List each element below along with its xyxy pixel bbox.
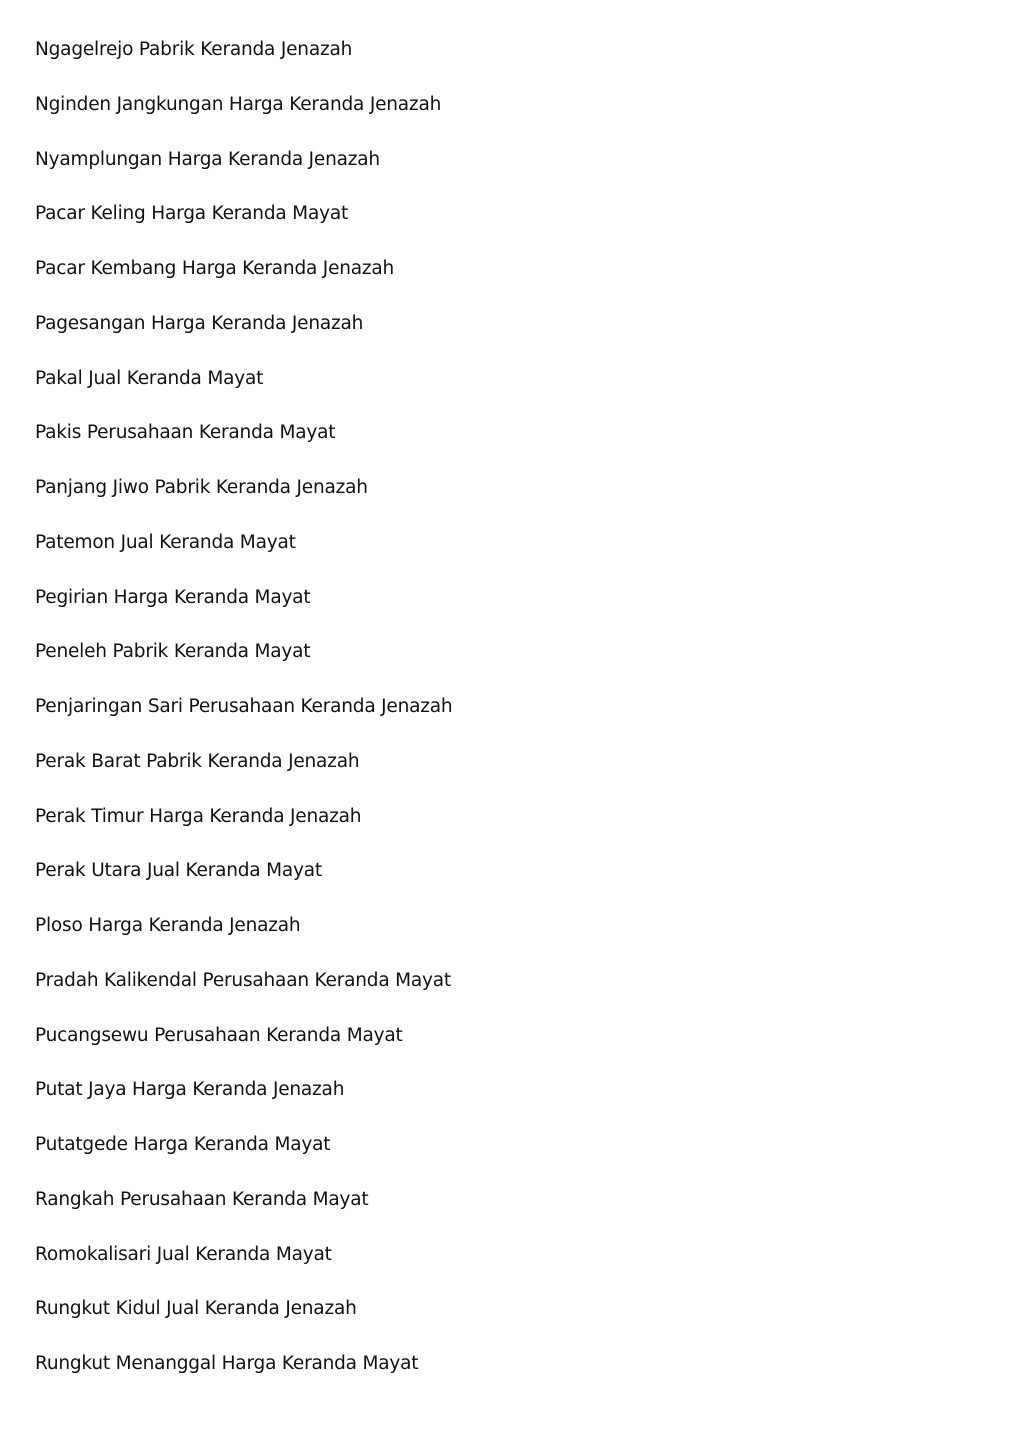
list-item: Nginden Jangkungan Harga Keranda Jenazah bbox=[35, 93, 442, 115]
list-item: Ploso Harga Keranda Jenazah bbox=[35, 915, 301, 936]
list-item: Pakal Jual Keranda Mayat bbox=[35, 367, 264, 389]
list-item: Perak Barat Pabrik Keranda Jenazah bbox=[35, 750, 360, 772]
list-item: Putat Jaya Harga Keranda Jenazah bbox=[35, 1079, 345, 1101]
list-item: Patemon Jual Keranda Mayat bbox=[35, 531, 296, 553]
list-item: Pacar Keling Harga Keranda Mayat bbox=[35, 203, 349, 225]
list-item: Panjang Jiwo Pabrik Keranda Jenazah bbox=[35, 477, 368, 498]
list-item: Perak Timur Harga Keranda Jenazah bbox=[35, 805, 362, 827]
list-item: Peneleh Pabrik Keranda Mayat bbox=[35, 641, 311, 663]
list-item: Putatgede Harga Keranda Mayat bbox=[35, 1134, 331, 1155]
list-item: Pucangsewu Perusahaan Keranda Mayat bbox=[35, 1024, 403, 1046]
list-item: Pacar Kembang Harga Keranda Jenazah bbox=[35, 258, 395, 279]
list-item: Rungkut Menanggal Harga Keranda Mayat bbox=[35, 1353, 419, 1374]
list-item: Ngagelrejo Pabrik Keranda Jenazah bbox=[35, 39, 353, 60]
list-item: Pagesangan Harga Keranda Jenazah bbox=[35, 312, 364, 334]
list-item: Pakis Perusahaan Keranda Mayat bbox=[35, 422, 336, 444]
list-item: Nyamplungan Harga Keranda Jenazah bbox=[35, 148, 380, 170]
list-item: Romokalisari Jual Keranda Mayat bbox=[35, 1243, 332, 1265]
list-item: Perak Utara Jual Keranda Mayat bbox=[35, 860, 322, 882]
list-item: Rangkah Perusahaan Keranda Mayat bbox=[35, 1188, 369, 1210]
list-item: Pradah Kalikendal Perusahaan Keranda Mayat bbox=[35, 969, 451, 991]
list-item: Pegirian Harga Keranda Mayat bbox=[35, 586, 311, 608]
location-list bbox=[35, 37, 452, 1406]
list-item: Rungkut Kidul Jual Keranda Jenazah bbox=[35, 1298, 357, 1320]
list-item: Penjaringan Sari Perusahaan Keranda Jenazah bbox=[35, 696, 453, 717]
